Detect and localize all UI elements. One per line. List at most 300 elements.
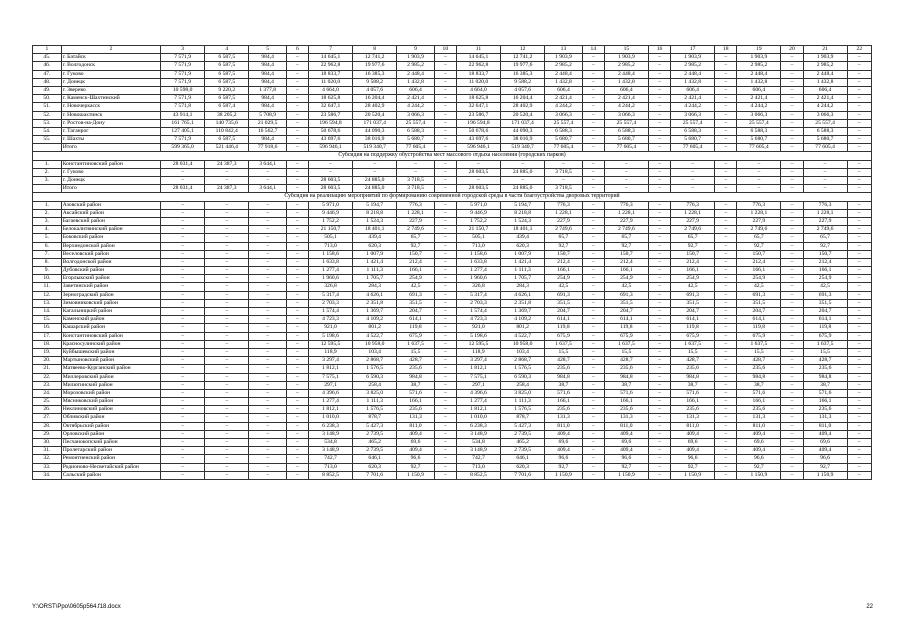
- value-cell: 28 603,5: [308, 185, 352, 193]
- value-cell: 1 150,9: [803, 471, 847, 479]
- value-cell: –: [715, 144, 737, 152]
- value-cell: –: [847, 160, 871, 168]
- value-cell: 166,1: [671, 398, 715, 406]
- value-cell: –: [847, 455, 871, 463]
- municipality-cell: Куйбышевский район: [61, 348, 160, 356]
- value-cell: –: [671, 168, 715, 176]
- row-number-cell: 34.: [33, 471, 62, 479]
- value-cell: 227,9: [803, 217, 847, 225]
- value-cell: 14 645,1: [308, 54, 352, 62]
- value-cell: –: [737, 168, 781, 176]
- value-cell: 984,8: [803, 373, 847, 381]
- value-cell: –: [286, 455, 308, 463]
- value-cell: 12 741,2: [353, 54, 397, 62]
- value-cell: –: [286, 471, 308, 479]
- value-cell: 409,4: [737, 447, 781, 455]
- value-cell: –: [308, 168, 352, 176]
- value-cell: –: [847, 54, 871, 62]
- value-cell: 1 576,5: [501, 365, 545, 373]
- value-cell: –: [847, 62, 871, 70]
- page-number: 22: [866, 604, 873, 610]
- value-cell: –: [781, 357, 803, 365]
- value-cell: –: [582, 463, 604, 471]
- municipality-cell: Неклиновский район: [61, 406, 160, 414]
- value-cell: –: [671, 177, 715, 185]
- value-cell: –: [582, 201, 604, 209]
- value-cell: 150,7: [737, 250, 781, 258]
- value-cell: 2 985,2: [397, 62, 435, 70]
- value-cell: 801,2: [501, 324, 545, 332]
- value-cell: –: [648, 348, 670, 356]
- value-cell: –: [648, 381, 670, 389]
- row-number-cell: 27.: [33, 414, 62, 422]
- value-cell: 4 057,6: [501, 86, 545, 94]
- value-cell: 7 571,9: [161, 54, 205, 62]
- value-cell: –: [648, 275, 670, 283]
- value-cell: 1 158,6: [456, 250, 500, 258]
- value-cell: –: [286, 250, 308, 258]
- value-cell: –: [847, 242, 871, 250]
- row-number-cell: [33, 144, 62, 152]
- value-cell: –: [671, 160, 715, 168]
- value-cell: 1 576,5: [501, 406, 545, 414]
- value-cell: 50 678,6: [456, 127, 500, 135]
- value-cell: –: [249, 324, 287, 332]
- value-cell: 2 448,4: [803, 70, 847, 78]
- value-cell: –: [161, 406, 205, 414]
- value-cell: –: [847, 127, 871, 135]
- municipality-cell: г. Новочеркасск: [61, 103, 160, 111]
- value-cell: –: [161, 398, 205, 406]
- municipality-cell: Песчанокопский район: [61, 439, 160, 447]
- value-cell: –: [648, 439, 670, 447]
- value-cell: –: [715, 234, 737, 242]
- value-cell: 8 852,5: [308, 471, 352, 479]
- value-cell: 3 297,4: [456, 357, 500, 365]
- value-cell: –: [249, 299, 287, 307]
- value-cell: 3 718,5: [397, 177, 435, 185]
- value-cell: 2 421,4: [545, 95, 583, 103]
- value-cell: 19 977,6: [501, 62, 545, 70]
- value-cell: –: [434, 127, 456, 135]
- municipality-cell: Красносулинский район: [61, 340, 160, 348]
- column-number-row: [33, 46, 872, 54]
- value-cell: –: [249, 340, 287, 348]
- value-cell: –: [715, 324, 737, 332]
- value-cell: 227,9: [397, 217, 435, 225]
- value-cell: –: [434, 267, 456, 275]
- value-cell: –: [353, 168, 397, 176]
- value-cell: –: [249, 414, 287, 422]
- value-cell: –: [648, 95, 670, 103]
- value-cell: –: [847, 373, 871, 381]
- value-cell: 6 587,5: [205, 136, 249, 144]
- value-cell: –: [434, 308, 456, 316]
- value-cell: –: [582, 299, 604, 307]
- value-cell: –: [715, 250, 737, 258]
- value-cell: 254,9: [671, 275, 715, 283]
- value-cell: 571,6: [803, 389, 847, 397]
- value-cell: –: [847, 168, 871, 176]
- value-cell: –: [781, 242, 803, 250]
- value-cell: 92,7: [604, 463, 648, 471]
- value-cell: 119,8: [397, 324, 435, 332]
- value-cell: –: [582, 54, 604, 62]
- value-cell: 38,7: [397, 381, 435, 389]
- value-cell: –: [781, 422, 803, 430]
- value-cell: –: [648, 160, 670, 168]
- value-cell: –: [648, 250, 670, 258]
- value-cell: –: [582, 389, 604, 397]
- value-cell: 351,5: [737, 299, 781, 307]
- value-cell: –: [205, 455, 249, 463]
- value-cell: –: [286, 389, 308, 397]
- value-cell: –: [286, 177, 308, 185]
- value-cell: –: [286, 332, 308, 340]
- value-cell: –: [434, 381, 456, 389]
- value-cell: –: [434, 242, 456, 250]
- value-cell: –: [249, 308, 287, 316]
- value-cell: 28 402,9: [501, 103, 545, 111]
- value-cell: 921,0: [456, 324, 500, 332]
- value-cell: 65,7: [545, 234, 583, 242]
- row-number-cell: 53.: [33, 119, 62, 127]
- value-cell: 620,3: [501, 242, 545, 250]
- value-cell: –: [648, 308, 670, 316]
- value-cell: 258,4: [353, 381, 397, 389]
- value-cell: –: [847, 177, 871, 185]
- value-cell: –: [249, 201, 287, 209]
- value-cell: 119,8: [803, 324, 847, 332]
- value-cell: 465,2: [501, 439, 545, 447]
- value-cell: 2 351,8: [501, 299, 545, 307]
- value-cell: –: [648, 398, 670, 406]
- value-cell: 140 735,6: [205, 119, 249, 127]
- value-cell: –: [847, 70, 871, 78]
- value-cell: 465,2: [353, 439, 397, 447]
- value-cell: 921,0: [308, 324, 352, 332]
- value-cell: 534,8: [456, 439, 500, 447]
- value-cell: –: [648, 86, 670, 94]
- value-cell: 11 020,0: [456, 78, 500, 86]
- value-cell: –: [648, 209, 670, 217]
- value-cell: 2 703,3: [456, 299, 500, 307]
- value-cell: –: [715, 258, 737, 266]
- row-number-cell: 49.: [33, 86, 62, 94]
- value-cell: –: [847, 439, 871, 447]
- value-cell: –: [308, 160, 352, 168]
- value-cell: –: [781, 340, 803, 348]
- row-number-cell: 18.: [33, 340, 62, 348]
- value-cell: 1 637,5: [737, 340, 781, 348]
- value-cell: –: [582, 332, 604, 340]
- value-cell: 2 739,5: [501, 430, 545, 438]
- value-cell: 204,7: [737, 308, 781, 316]
- municipality-cell: Дубовский район: [61, 267, 160, 275]
- municipality-cell: Сальский район: [61, 471, 160, 479]
- value-cell: 10 958,0: [353, 340, 397, 348]
- row-number-cell: 8.: [33, 258, 62, 266]
- value-cell: –: [205, 389, 249, 397]
- value-cell: 4 244,2: [545, 103, 583, 111]
- value-cell: 92,7: [803, 242, 847, 250]
- value-cell: 606,4: [604, 86, 648, 94]
- table-row: [33, 332, 872, 340]
- value-cell: –: [648, 471, 670, 479]
- value-cell: –: [648, 136, 670, 144]
- value-cell: 5 680,7: [397, 136, 435, 144]
- value-cell: 776,3: [604, 201, 648, 209]
- municipality-cell: Веселовский район: [61, 250, 160, 258]
- municipality-cell: г. Волгодонск: [61, 62, 160, 70]
- row-number-cell: 21.: [33, 365, 62, 373]
- value-cell: –: [582, 62, 604, 70]
- value-cell: 42,5: [803, 283, 847, 291]
- value-cell: –: [715, 308, 737, 316]
- value-cell: –: [737, 185, 781, 193]
- value-cell: –: [205, 299, 249, 307]
- value-cell: –: [286, 62, 308, 70]
- value-cell: 50 678,6: [308, 127, 352, 135]
- value-cell: –: [648, 332, 670, 340]
- value-cell: 43 697,6: [308, 136, 352, 144]
- value-cell: –: [671, 185, 715, 193]
- value-cell: 2 703,3: [308, 299, 352, 307]
- value-cell: –: [781, 144, 803, 152]
- row-number-cell: 15.: [33, 316, 62, 324]
- municipality-cell: Зерноградский район: [61, 291, 160, 299]
- value-cell: 92,7: [803, 463, 847, 471]
- value-cell: 6 587,5: [205, 95, 249, 103]
- value-cell: –: [249, 439, 287, 447]
- value-cell: –: [456, 177, 500, 185]
- value-cell: 18 401,1: [353, 226, 397, 234]
- value-cell: –: [847, 86, 871, 94]
- value-cell: 212,4: [671, 258, 715, 266]
- value-cell: –: [715, 226, 737, 234]
- municipality-cell: Миллеровский район: [61, 373, 160, 381]
- value-cell: –: [286, 414, 308, 422]
- value-cell: 691,3: [397, 291, 435, 299]
- value-cell: 571,6: [671, 389, 715, 397]
- value-cell: 196 594,8: [456, 119, 500, 127]
- column-number-cell: 21: [803, 46, 847, 54]
- value-cell: –: [847, 78, 871, 86]
- value-cell: 1 150,9: [545, 471, 583, 479]
- value-cell: 4 244,2: [604, 103, 648, 111]
- value-cell: 811,0: [737, 422, 781, 430]
- value-cell: 8 852,5: [456, 471, 500, 479]
- value-cell: 984,8: [737, 373, 781, 381]
- value-cell: 92,7: [545, 463, 583, 471]
- value-cell: –: [604, 185, 648, 193]
- value-cell: 38 016,9: [353, 136, 397, 144]
- value-cell: –: [161, 447, 205, 455]
- value-cell: 571,6: [545, 389, 583, 397]
- value-cell: –: [648, 324, 670, 332]
- value-cell: 131,3: [803, 414, 847, 422]
- value-cell: –: [286, 316, 308, 324]
- value-cell: 25 557,4: [397, 119, 435, 127]
- value-cell: –: [161, 422, 205, 430]
- value-cell: –: [715, 447, 737, 455]
- value-cell: –: [161, 332, 205, 340]
- value-cell: 235,6: [604, 406, 648, 414]
- value-cell: –: [582, 283, 604, 291]
- value-cell: 25 557,4: [671, 119, 715, 127]
- value-cell: –: [161, 234, 205, 242]
- table-row: [33, 291, 872, 299]
- value-cell: 351,5: [803, 299, 847, 307]
- value-cell: –: [249, 463, 287, 471]
- value-cell: –: [205, 291, 249, 299]
- value-cell: –: [648, 168, 670, 176]
- value-cell: –: [847, 332, 871, 340]
- value-cell: –: [286, 398, 308, 406]
- value-cell: 984,8: [671, 373, 715, 381]
- row-number-cell: 51.: [33, 103, 62, 111]
- value-cell: –: [249, 447, 287, 455]
- value-cell: 409,4: [737, 430, 781, 438]
- value-cell: 7 701,6: [353, 471, 397, 479]
- value-cell: –: [847, 365, 871, 373]
- municipality-cell: г. Гуково: [61, 70, 160, 78]
- value-cell: 96,6: [397, 455, 435, 463]
- value-cell: 428,7: [671, 357, 715, 365]
- value-cell: 131,3: [737, 414, 781, 422]
- value-cell: –: [648, 340, 670, 348]
- value-cell: –: [434, 168, 456, 176]
- value-cell: 1 007,9: [501, 250, 545, 258]
- value-cell: 1 524,3: [353, 217, 397, 225]
- value-cell: 5 680,7: [604, 136, 648, 144]
- value-cell: –: [582, 398, 604, 406]
- value-cell: –: [205, 430, 249, 438]
- value-cell: –: [648, 234, 670, 242]
- value-cell: 2 739,5: [501, 447, 545, 455]
- value-cell: 5 317,4: [308, 291, 352, 299]
- value-cell: 713,0: [308, 463, 352, 471]
- value-cell: 38,7: [737, 381, 781, 389]
- value-cell: –: [286, 357, 308, 365]
- value-cell: 2 749,6: [397, 226, 435, 234]
- value-cell: 6 588,3: [803, 127, 847, 135]
- value-cell: –: [715, 348, 737, 356]
- municipality-cell: Матвеево-Курганский район: [61, 365, 160, 373]
- value-cell: 23 586,7: [456, 111, 500, 119]
- value-cell: 204,7: [397, 308, 435, 316]
- value-cell: 691,3: [671, 291, 715, 299]
- value-cell: 1 812,1: [456, 406, 500, 414]
- municipality-cell: г. Гуково: [61, 168, 160, 176]
- value-cell: 10 598,0: [161, 86, 205, 94]
- value-cell: 212,4: [803, 258, 847, 266]
- value-cell: –: [582, 406, 604, 414]
- value-cell: 43 914,1: [161, 111, 205, 119]
- value-cell: 1 007,9: [353, 250, 397, 258]
- row-number-cell: 17.: [33, 332, 62, 340]
- value-cell: 150,7: [671, 250, 715, 258]
- value-cell: –: [205, 267, 249, 275]
- value-cell: 21 150,7: [308, 226, 352, 234]
- value-cell: –: [781, 95, 803, 103]
- table-row: [33, 70, 872, 78]
- value-cell: 1 111,3: [501, 398, 545, 406]
- row-number-cell: 20.: [33, 357, 62, 365]
- value-cell: –: [286, 381, 308, 389]
- value-cell: –: [456, 160, 500, 168]
- row-number-cell: 32.: [33, 455, 62, 463]
- value-cell: 2 868,7: [501, 357, 545, 365]
- value-cell: 235,6: [803, 365, 847, 373]
- row-number-cell: 24.: [33, 389, 62, 397]
- value-cell: 166,1: [737, 267, 781, 275]
- value-cell: 984,4: [249, 62, 287, 70]
- value-cell: –: [249, 226, 287, 234]
- value-cell: 204,7: [671, 308, 715, 316]
- value-cell: 5 427,3: [353, 422, 397, 430]
- value-cell: –: [847, 381, 871, 389]
- value-cell: 1 228,1: [545, 209, 583, 217]
- value-cell: –: [434, 119, 456, 127]
- value-cell: 284,3: [353, 283, 397, 291]
- value-cell: –: [582, 95, 604, 103]
- table-row: [33, 299, 872, 307]
- value-cell: 166,1: [803, 267, 847, 275]
- table-row: [33, 144, 872, 152]
- value-cell: –: [847, 267, 871, 275]
- value-cell: 3 148,9: [308, 430, 352, 438]
- value-cell: –: [847, 299, 871, 307]
- value-cell: –: [434, 234, 456, 242]
- value-cell: –: [286, 144, 308, 152]
- value-cell: –: [434, 447, 456, 455]
- value-cell: –: [781, 316, 803, 324]
- value-cell: 742,7: [308, 455, 352, 463]
- value-cell: –: [582, 439, 604, 447]
- value-cell: 5 317,4: [456, 291, 500, 299]
- value-cell: –: [582, 70, 604, 78]
- value-cell: 235,6: [397, 406, 435, 414]
- column-number-cell: 8: [353, 46, 397, 54]
- value-cell: 3 066,3: [545, 111, 583, 119]
- municipality-cell: Итого: [61, 144, 160, 152]
- value-cell: –: [847, 340, 871, 348]
- value-cell: 1 277,4: [308, 267, 352, 275]
- value-cell: 811,0: [671, 422, 715, 430]
- value-cell: –: [847, 357, 871, 365]
- column-number-cell: 9: [397, 46, 435, 54]
- value-cell: –: [286, 373, 308, 381]
- value-cell: –: [715, 357, 737, 365]
- value-cell: 15,5: [671, 348, 715, 356]
- value-cell: –: [161, 201, 205, 209]
- value-cell: 1 277,4: [456, 398, 500, 406]
- value-cell: –: [434, 275, 456, 283]
- value-cell: –: [434, 406, 456, 414]
- value-cell: –: [648, 365, 670, 373]
- value-cell: –: [648, 422, 670, 430]
- value-cell: 1 228,1: [604, 209, 648, 217]
- row-number-cell: 29.: [33, 430, 62, 438]
- value-cell: –: [648, 185, 670, 193]
- value-cell: –: [715, 267, 737, 275]
- value-cell: 776,3: [545, 201, 583, 209]
- value-cell: –: [161, 209, 205, 217]
- value-cell: 409,4: [671, 430, 715, 438]
- value-cell: –: [286, 447, 308, 455]
- table-row: [33, 168, 872, 176]
